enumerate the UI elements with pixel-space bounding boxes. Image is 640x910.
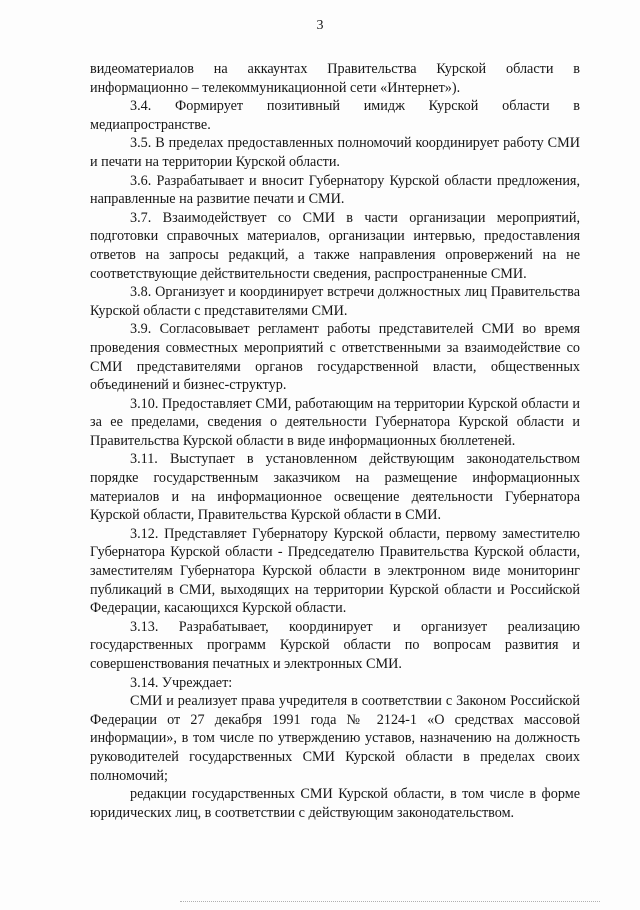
document-body bbox=[90, 60, 580, 822]
paragraph-3-11: 3.11. Выступает в установленном действующим законодательством порядке государственным заказчиком на размещение информационных материалов и на информационное освещение деятельности Губернатора Курской области, Правительства Курской области в СМИ. bbox=[90, 451, 580, 524]
paragraph-3-14-item-2: редакции государственных СМИ Курской области, в том числе в форме юридических лиц, в соответствии с действующим законодательством. bbox=[90, 786, 580, 821]
paragraph-3-5: 3.5. В пределах предоставленных полномочий координирует работу СМИ и печати на территории Курской области. bbox=[90, 135, 580, 170]
paragraph-continuation: видеоматериалов на аккаунтах Правительства Курской области в информационно – телекоммуникационной сети «Интернет»). bbox=[90, 61, 580, 96]
page-number: 3 bbox=[316, 18, 324, 33]
paragraph-3-14-item-1: СМИ и реализует права учредителя в соответствии с Законом Российской Федерации от 27 декабря 1991 года № 2124-1 «О средствах массовой информации», в том числе по утверждению уставов, назначению на должность руководителей государственных СМИ Курской области в пределах своих полномочий; bbox=[90, 693, 580, 784]
paragraph-3-8: 3.8. Организует и координирует встречи должностных лиц Правительства Курской области с представителями СМИ. bbox=[90, 284, 580, 319]
paragraph-3-13: 3.13. Разрабатывает, координирует и организует реализацию государственных программ Курской области по вопросам развития и совершенствования печатных и электронных СМИ. bbox=[90, 618, 580, 672]
paragraph-3-10: 3.10. Предоставляет СМИ, работающим на территории Курской области и за ее пределами, сведения о деятельности Губернатора Курской области и Правительства Курской области в виде информационных бюллетеней. bbox=[90, 395, 580, 449]
paragraph-3-6: 3.6. Разрабатывает и вносит Губернатору Курской области предложения, направленные на развитие печати и СМИ. bbox=[90, 172, 580, 208]
paragraph-3-4: 3.4. Формирует позитивный имидж Курской области в медиапространстве. bbox=[90, 98, 580, 133]
paragraph-3-9: 3.9. Согласовывает регламент работы представителей СМИ во время проведения совместных мероприятий с ответственными за взаимодействие со СМИ представителями органов государственной власти, общественных объединений и бизнес-структур. bbox=[90, 321, 580, 394]
scan-edge-line bbox=[180, 901, 600, 904]
paragraph-3-12: 3.12. Представляет Губернатору Курской области, первому заместителю Губернатора Курской области - Председателю Правительства Курской области, заместителям Губернатора Курской области в электронном виде мониторинг публикаций в СМИ, выходящих на территории Курской области и Российской Федерации, касающихся Курской области. bbox=[90, 525, 580, 617]
paragraph-3-7: 3.7. Взаимодействует со СМИ в части организации мероприятий, подготовки справочных материалов, организации интервью, предоставления ответов на запросы редакций, а также направления опровержений на не соответствующие действительности сведения, распространенные СМИ. bbox=[90, 209, 580, 282]
paragraph-3-14: 3.14. Учреждает: bbox=[130, 674, 233, 691]
